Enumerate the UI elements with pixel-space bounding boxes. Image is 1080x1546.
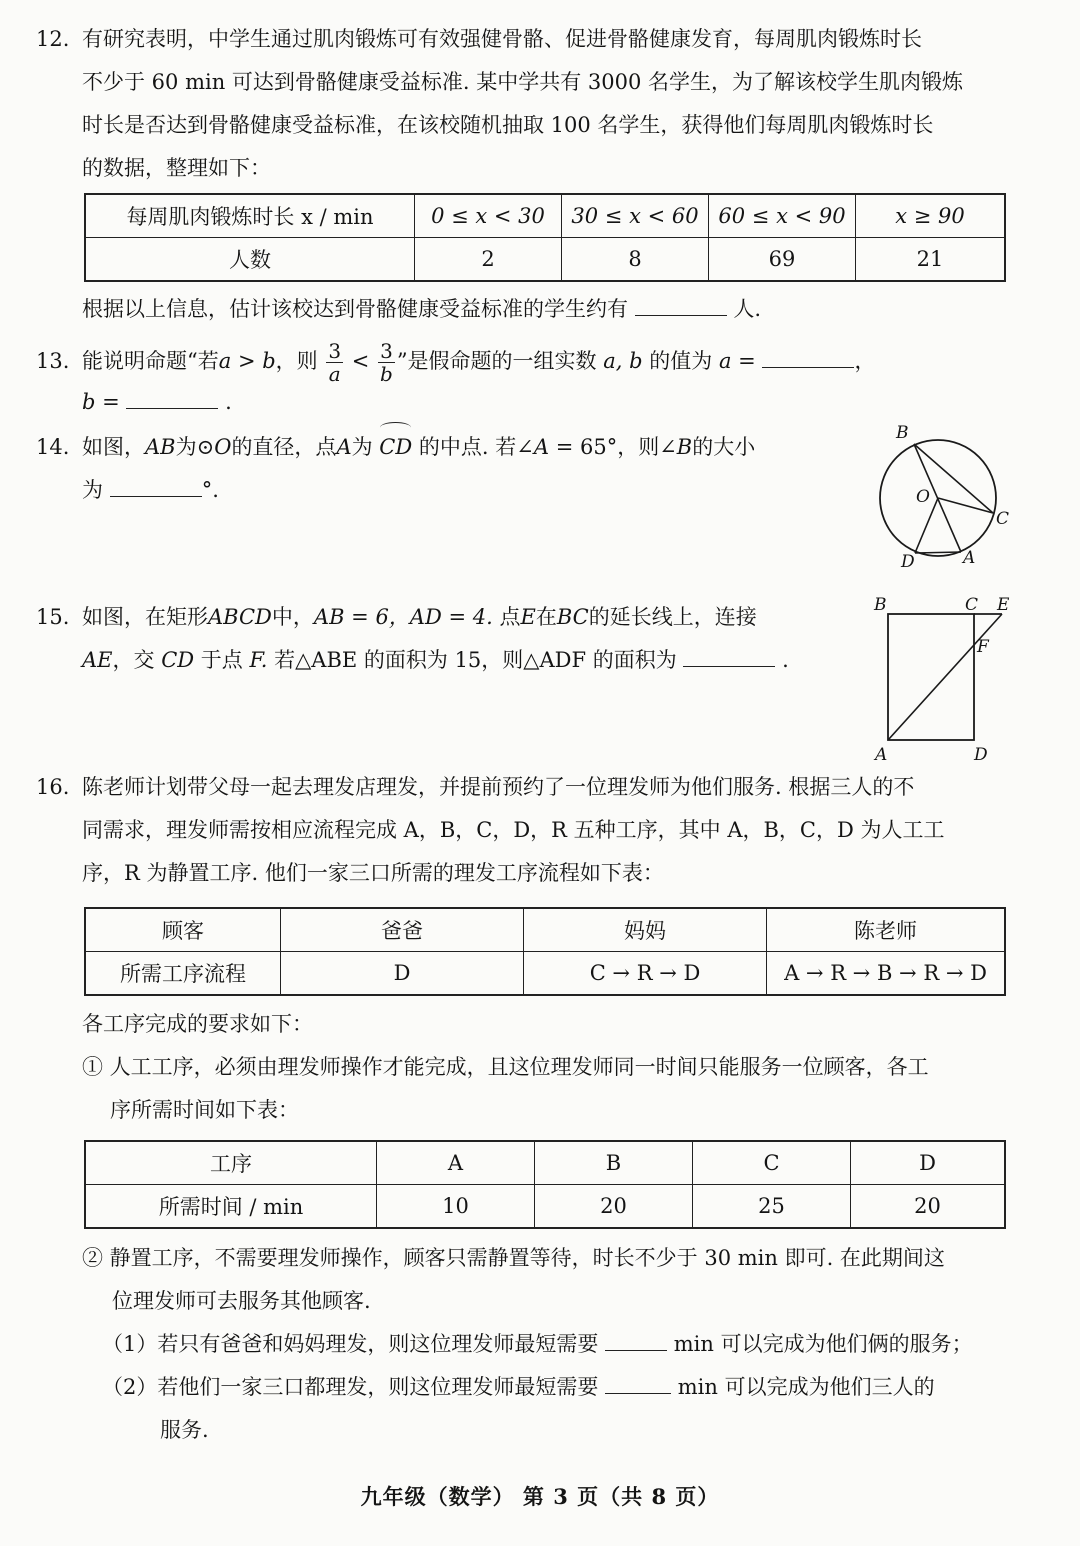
label-a: A bbox=[875, 745, 888, 765]
answer-blank-sub2[interactable] bbox=[605, 1371, 671, 1394]
q15-segment-bc: BC bbox=[556, 605, 589, 629]
q14-text: 为⊙ bbox=[175, 435, 215, 459]
q15-text: 如图，在矩形 bbox=[82, 605, 208, 629]
table-header-cell: 60 ≤ x < 90 bbox=[709, 194, 856, 238]
q12-question-end: 人. bbox=[733, 297, 762, 321]
fraction-denominator: b bbox=[380, 362, 393, 386]
q16-requirement-1-cont: 序所需时间如下表： bbox=[110, 1098, 299, 1122]
q15-text: ，交 bbox=[112, 648, 155, 672]
chord-da bbox=[915, 552, 961, 553]
fraction-numerator: 3 bbox=[380, 339, 393, 363]
q13-text: ”是假命题的一组实数 bbox=[396, 349, 597, 373]
label-c: C bbox=[965, 595, 979, 615]
q14-arc-cd: CD bbox=[379, 426, 412, 469]
answer-blank-b[interactable] bbox=[126, 386, 218, 409]
q14-angle-b: B bbox=[676, 435, 693, 459]
q13-text: 的值为 bbox=[649, 349, 713, 373]
q15-text: 的延长线上，连接 bbox=[588, 605, 757, 629]
segment-ae bbox=[888, 614, 1002, 740]
question-14 bbox=[36, 426, 836, 512]
question-number: 13. bbox=[36, 349, 70, 373]
q14-text: 如图， bbox=[82, 435, 145, 459]
q15-segment-ae: AE bbox=[82, 648, 113, 672]
q15-text: 中， bbox=[271, 605, 314, 629]
question-number: 16. bbox=[36, 775, 70, 799]
q15-point-f: F. bbox=[249, 648, 268, 672]
q12-line: 不少于 60 min 可达到骨骼健康受益标准. 某中学共有 3000 名学生，为了解该校学生肌肉锻炼 bbox=[82, 70, 964, 94]
table-cell: 8 bbox=[562, 238, 709, 282]
table-row bbox=[85, 1185, 1005, 1229]
label-b: B bbox=[874, 595, 887, 615]
q16-sub2-text: （2）若他们一家三口都理发，则这位理发师最短需要 bbox=[102, 1375, 599, 1399]
answer-blank-a[interactable] bbox=[762, 345, 854, 368]
q15-end: . bbox=[782, 648, 789, 672]
label-e: E bbox=[997, 595, 1010, 615]
q13-b-equals: b = bbox=[82, 390, 120, 414]
q16-process-table bbox=[84, 907, 1006, 996]
q13-text: ，则 bbox=[275, 349, 318, 373]
q15-text: 于点 bbox=[200, 648, 243, 672]
label-d: D bbox=[901, 552, 915, 572]
q15-text: 若△ABE 的面积为 15，则△ADF 的面积为 bbox=[274, 648, 677, 672]
q13-condition: a > b bbox=[218, 349, 276, 373]
table-header-cell: 0 ≤ x < 30 bbox=[415, 194, 562, 238]
q16-time-table bbox=[84, 1140, 1006, 1229]
question-number: 12. bbox=[36, 27, 70, 51]
table-cell: 10 bbox=[377, 1185, 535, 1229]
q14-degree: °. bbox=[201, 478, 219, 502]
q16-sub2-end: min 可以完成为他们三人的 bbox=[677, 1375, 935, 1399]
table-header-cell: 每周肌肉锻炼时长 x / min bbox=[85, 194, 415, 238]
table-cell: 2 bbox=[415, 238, 562, 282]
q16-requirements-intro: 各工序完成的要求如下： bbox=[82, 1012, 313, 1036]
q14-text: 为 bbox=[351, 435, 373, 459]
q15-point-e: E bbox=[520, 605, 536, 629]
q14-point-a: A bbox=[336, 435, 352, 459]
question-16 bbox=[36, 766, 1016, 895]
q16-line: 序，R 为静置工序. 他们一家三口所需的理发工序流程如下表： bbox=[82, 861, 664, 885]
q12-line: 时长是否达到骨骼健康受益标准，在该校随机抽取 100 名学生，获得他们每周肌肉锻炼时长 bbox=[82, 113, 934, 137]
q16-requirement-1: ① 人工工序，必须由理发师操作才能完成，且这位理发师同一时间只能服务一位顾客，各工 bbox=[82, 1055, 929, 1079]
answer-blank[interactable] bbox=[683, 644, 775, 667]
label-f: F bbox=[977, 637, 989, 657]
q15-text: 点 bbox=[499, 605, 521, 629]
table-cell: 69 bbox=[709, 238, 856, 282]
table-row bbox=[85, 238, 1005, 282]
q16-subquestions bbox=[36, 1237, 1016, 1452]
table-cell: 20 bbox=[535, 1185, 693, 1229]
q15-lengths: AB = 6，AD = 4. bbox=[313, 605, 493, 629]
q12-question-line bbox=[36, 288, 1016, 331]
q14-angle-a: A bbox=[533, 435, 550, 459]
q12-line: 的数据，整理如下： bbox=[82, 156, 271, 180]
answer-blank[interactable] bbox=[635, 293, 727, 316]
q16-requirements bbox=[36, 1003, 1016, 1132]
q13-variables: a, b bbox=[603, 349, 643, 373]
answer-blank-sub1[interactable] bbox=[605, 1328, 667, 1351]
question-number: 15. bbox=[36, 605, 70, 629]
fraction-3-over-b bbox=[378, 340, 395, 385]
q13-a-equals: a = bbox=[718, 349, 756, 373]
table-header-cell: 工序 bbox=[85, 1141, 377, 1185]
q12-frequency-table bbox=[84, 193, 1006, 282]
q16-requirement-2: ② 静置工序，不需要理发师操作，顾客只需静置等待，时长不少于 30 min 即可. 在此期间这 bbox=[82, 1246, 945, 1270]
q14-text: = 65°，则∠ bbox=[555, 435, 677, 459]
label-b: B bbox=[896, 423, 909, 443]
table-header-cell: 爸爸 bbox=[281, 908, 524, 952]
q14-segment-ab: AB bbox=[145, 435, 176, 459]
table-header-cell: 30 ≤ x < 60 bbox=[562, 194, 709, 238]
q14-text: 的中点. 若∠ bbox=[418, 435, 534, 459]
q16-sub1-text: （1）若只有爸爸和妈妈理发，则这位理发师最短需要 bbox=[102, 1332, 599, 1356]
table-header-cell: 顾客 bbox=[85, 908, 281, 952]
fraction-numerator: 3 bbox=[328, 339, 342, 363]
q14-text: 的直径，点 bbox=[231, 435, 337, 459]
less-than-sign: < bbox=[351, 349, 370, 373]
table-cell: A → R → B → R → D bbox=[767, 952, 1006, 996]
rectangle-abcd bbox=[888, 614, 974, 740]
q12-line: 有研究表明，中学生通过肌肉锻炼可有效强健骨骼、促进骨骼健康发育，每周肌肉锻炼时长 bbox=[82, 27, 922, 51]
table-cell: 21 bbox=[856, 238, 1006, 282]
q16-sub1-end: min 可以完成为他们俩的服务； bbox=[673, 1332, 973, 1356]
table-header-cell: D bbox=[851, 1141, 1006, 1185]
q14-center-o: O bbox=[214, 435, 232, 459]
label-c: C bbox=[996, 509, 1010, 529]
table-row bbox=[85, 194, 1005, 238]
table-header-cell: 妈妈 bbox=[524, 908, 767, 952]
q14-circle-figure bbox=[868, 420, 1018, 580]
answer-blank[interactable] bbox=[110, 474, 202, 497]
label-o: O bbox=[916, 487, 930, 507]
q13-end: . bbox=[225, 390, 232, 414]
q14-text: 为 bbox=[82, 478, 103, 502]
label-d: D bbox=[974, 745, 988, 765]
q16-line: 同需求，理发师需按相应流程完成 A，B，C，D，R 五种工序，其中 A，B，C，D 为人工工 bbox=[82, 818, 945, 842]
page-footer: 九年级（数学） 第 3 页（共 8 页） bbox=[360, 1484, 720, 1509]
q15-rect: ABCD bbox=[208, 605, 272, 629]
table-row bbox=[85, 1141, 1005, 1185]
table-row bbox=[85, 908, 1005, 952]
table-cell: 人数 bbox=[85, 238, 415, 282]
table-header-cell: A bbox=[377, 1141, 535, 1185]
q16-sub2-cont: 服务. bbox=[160, 1418, 209, 1442]
question-13 bbox=[36, 338, 1016, 424]
fraction-3-over-a bbox=[326, 340, 343, 385]
q15-text: 在 bbox=[535, 605, 557, 629]
table-cell: 所需工序流程 bbox=[85, 952, 281, 996]
label-a: A bbox=[963, 548, 976, 568]
table-header-cell: x ≥ 90 bbox=[856, 194, 1006, 238]
table-header-cell: B bbox=[535, 1141, 693, 1185]
q14-text: 的大小 bbox=[692, 435, 756, 459]
q15-rectangle-figure bbox=[866, 590, 1026, 770]
q15-segment-cd: CD bbox=[161, 648, 195, 672]
fraction-denominator: a bbox=[328, 362, 341, 386]
table-header-cell: 陈老师 bbox=[767, 908, 1006, 952]
table-cell: 20 bbox=[851, 1185, 1006, 1229]
table-cell: 所需时间 / min bbox=[85, 1185, 377, 1229]
table-cell: D bbox=[281, 952, 524, 996]
table-row bbox=[85, 952, 1005, 996]
question-12 bbox=[36, 18, 1016, 190]
q16-requirement-2-cont: 位理发师可去服务其他顾客. bbox=[112, 1289, 371, 1313]
question-15 bbox=[36, 596, 836, 682]
q13-text: 能说明命题“若 bbox=[82, 349, 219, 373]
table-cell: C → R → D bbox=[524, 952, 767, 996]
table-cell: 25 bbox=[693, 1185, 851, 1229]
table-header-cell: C bbox=[693, 1141, 851, 1185]
q13-comma: ， bbox=[854, 349, 876, 373]
question-number: 14. bbox=[36, 435, 70, 459]
q16-line: 陈老师计划带父母一起去理发店理发，并提前预约了一位理发师为他们服务. 根据三人的不 bbox=[82, 775, 915, 799]
q12-question-text: 根据以上信息，估计该校达到骨骼健康受益标准的学生约有 bbox=[82, 297, 628, 321]
